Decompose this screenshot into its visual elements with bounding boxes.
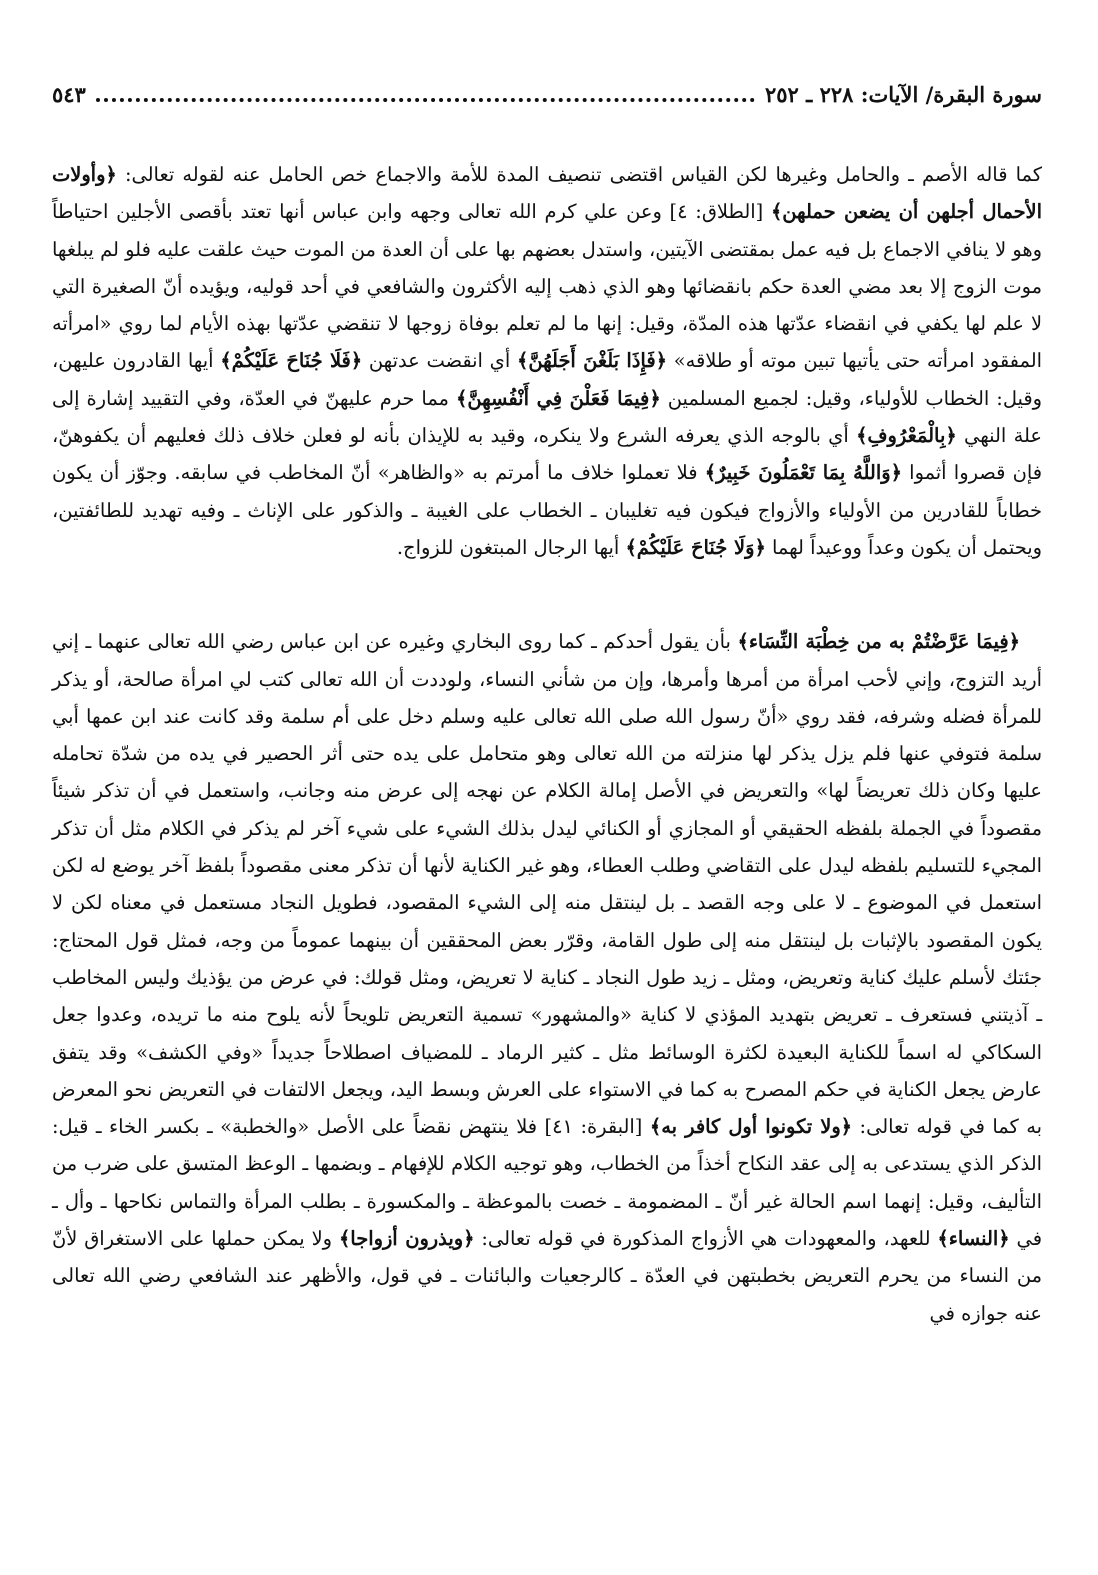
quran-quote: ﴿ويذرون أزواجا﴾ bbox=[338, 1227, 475, 1251]
text-run: [البقرة: ٤١] فلا ينتهض نقضاً على الأصل «والخطبة» ـ بكسر الخاء ـ قيل: الذكر الذي يستدعى به إلى عقد النكاح أخذاً من الخطاب، وهو توجيه الكلام للإفهام ـ وبضمها ـ الوعظ المتسق على ضرب من التأليف، وقيل: إنهما اسم الحالة غير أنّ ـ المضمومة ـ خصت بالموعظة ـ والمكسورة ـ بطلب المرأة والتماس نكاحها ـ وأل ـ في bbox=[52, 1115, 1042, 1251]
text-run: أي انقضت عدتهن bbox=[362, 349, 517, 373]
running-header bbox=[52, 82, 1042, 116]
paragraph-2 bbox=[52, 623, 1042, 1332]
text-run: [الطلاق: ٤] وعن علي كرم الله تعالى وجهه وابن عباس أنها تعتد بأقصى الأجلين احتياطاً وهو لا ينافي الاجماع بل فيه عمل بمقتضى الآيتين، واستدل بعضهم بها على أن العدة من الموت حيث علقت عليه فلو لم يبلغها موت الزوج إلا بعد مضي العدة حكم بانقضائها وهو الذي ذهب إليه الأكثرون والشافعي في أحد قوليه، ويؤيده أنّ الصغيرة التي لا علم لها يكفي في انقضاء عدّتها هذه المدّة، وقيل: إنها ما لم تعلم بوفاة زوجها لا تنقضي عدّتها بهذه الأيام لما روي «امرأته المفقود امرأته حتى يأتيها تبين موته أو طلاقه» bbox=[52, 200, 1042, 373]
text-run: كما قاله الأصم ـ والحامل وغيرها لكن القياس اقتضى تنصيف المدة للأمة والاجماع خص الحامل عنه لقوله تعالى: bbox=[116, 163, 1042, 186]
text-run: أيها القادرون عليهن، وقيل: الخطاب للأولياء، وقيل: لجميع المسلمين bbox=[52, 349, 1043, 410]
quran-quote: ﴿ولا تكونوا أول كافر به﴾ bbox=[649, 1115, 853, 1139]
text-run: فلا تعملوا خلاف ما أمرتم به «والظاهر» أنّ المخاطب في سابقه. وجوّز أن يكون خطاباً للقادرين من الأولياء والأزواج فيكون فيه تغليبان ـ الخطاب على الغيبة ـ والذكور على الإناث ـ وفيه تهديد للطائفتين، ويحتمل أن يكون وعداً ووعيداً لهما bbox=[52, 461, 1042, 559]
paragraph-1 bbox=[52, 156, 1042, 566]
quran-quote: ﴿فِيمَا فَعَلْنَ فِي أَنْفُسِهِنَّ﴾ bbox=[456, 386, 661, 410]
text-run: ولا يمكن حملها على الاستغراق لأنّ من النساء من يحرم التعريض بخطبتهن في العدّة ـ كالرجعيات والبائنات ـ في قول، والأظهر عند الشافعي رضي الله تعالى عنه جوازه في bbox=[52, 1227, 1042, 1325]
dot-leader bbox=[96, 84, 755, 102]
quran-quote: ﴿وَاللَّهُ بِمَا تَعْمَلُونَ خَبِيرٌ﴾ bbox=[704, 461, 902, 485]
quran-quote: ﴿النساء﴾ bbox=[937, 1227, 1010, 1251]
quran-quote: ﴿وَلَا جُنَاحَ عَلَيْكُمْ﴾ bbox=[625, 535, 766, 559]
text-run: بأن يقول أحدكم ـ كما روى البخاري وغيره عن ابن عباس رضي الله تعالى عنهما ـ إني أريد التزوج، وإني لأحب امرأة من أمرها وأمرها، وإن من شأني النساء، ولوددت أن الله تعالى كتب لي امرأة صالحة، أو يذكر للمرأة فضله وشرفه، فقد روي «أنّ رسول الله صلى الله تعالى عليه وسلم دخل على أم سلمة وقد كانت عند ابن عمها أبي سلمة فتوفي عنها فلم يزل يذكر لها منزلته من الله تعالى وهو متحامل على يده حتى أثر الحصير في يده من شدّة تحامله عليها وكان ذلك تعريضاً لها» والتعريض في الأصل إمالة الكلام عن نهجه إلى عرض منه وجانب، واستعمل في أن تذكر شيئاً مقصوداً في الجملة بلفظه الحقيقي أو المجازي أو الكنائي ليدل بذلك الشيء على شيء آخر لم يذكر في الكلام مثل أن تذكر المجيء للتسليم بلفظه ليدل على التقاضي وطلب العطاء، وهو غير الكناية لأنها أن تذكر معنى مقصوداً بلفظ آخر يوضع له لكن استعمل في الموضوع ـ لا على وجه القصد ـ بل لينتقل منه إلى الشيء المقصود، فطويل النجاد مستعمل في معناه لكن لا يكون المقصود بالإثبات بل لينتقل منه إلى طول القامة، وقرّر بعض المحققين أن بينهما عموماً من وجه، فمثل قول المحتاج: جئتك لأسلم عليك كناية وتعريض، ومثل ـ زيد طول النجاد ـ كناية لا تعريض، ومثل قولك: في عرض من يؤذيك وليس المخاطب ـ آذيتني فستعرف ـ تعريض بتهديد المؤذي لا كناية «والمشهور» تسمية التعريض تلويحاً لأنه يلوح منه ما تريده، وعدوا جعل السكاكي له اسماً للكناية البعيدة لكثرة الوسائط مثل ـ كثير الرماد ـ للمضياف اصطلاحاً جديداً «وفي الكشف» وقد يتفق عارض يجعل الكناية في حكم المصرح به كما في الاستواء على العرش وبسط اليد، ويجعل الالتفات في التعريض نحو المعرض به كما في قوله تعالى: bbox=[52, 630, 1042, 1139]
quran-quote: ﴿وأولات الأحمال أجلهن أن يضعن حملهن﴾ bbox=[52, 163, 1042, 224]
quran-quote: ﴿فَإِذَا بَلَغْنَ أَجَلَهُنَّ﴾ bbox=[516, 349, 667, 373]
text-run: مما حرم عليهنّ في العدّة، وفي التقييد إشارة إلى علة النهي bbox=[52, 386, 1042, 448]
quran-quote: ﴿فَلَا جُنَاحَ عَلَيْكُمْ﴾ bbox=[220, 349, 363, 373]
text-run: أي بالوجه الذي يعرفه الشرع ولا ينكره، وقيد به للإيذان بأنه لو فعلن خلاف ذلك فعليهم أن يكفوهنّ، فإن قصروا أثموا bbox=[52, 424, 1043, 485]
quran-quote: ﴿فِيمَا عَرَّضْتُمْ به من خِطْبَة النِّسَاء﴾ bbox=[737, 630, 1020, 654]
surah-verses-title: سورة البقرة/ الآيات: ٢٢٨ ـ ٢٥٢ bbox=[764, 82, 1042, 107]
text-run: للعهد، والمعهودات هي الأزواج المذكورة في قوله تعالى: bbox=[474, 1227, 938, 1251]
text-run: أيها الرجال المبتغون للزواج. bbox=[396, 535, 626, 559]
commentary-text bbox=[52, 156, 1042, 1332]
page-number: ٥٤٣ bbox=[52, 82, 86, 107]
quran-quote: ﴿بِالْمَعْرُوفِ﴾ bbox=[856, 424, 957, 448]
